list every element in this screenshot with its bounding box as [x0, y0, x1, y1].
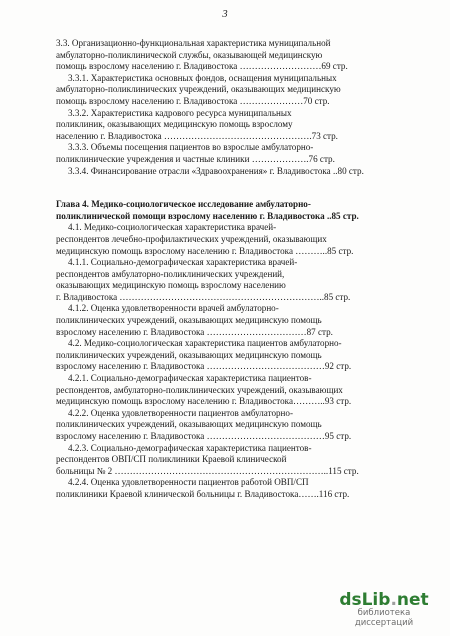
toc-entry-line: 4.2. Медико-социологическая характеристика пациентов амбулаторно- — [68, 338, 342, 349]
toc-entry-line: респондентов, амбулаторно-поликлинических учреждений, оказывающих — [56, 384, 343, 395]
toc-entry — [56, 303, 406, 338]
toc-entry-line: 4.2.3. Социально-демографическая характеристика пациентов- — [68, 442, 312, 453]
toc-entry-line: 4.1.1. Социально-демографическая характеристика врачей- — [68, 257, 298, 268]
toc-entry-line: 3.3.2. Характеристика кадрового ресурса муниципальных — [68, 107, 292, 118]
watermark-logo — [328, 590, 440, 610]
toc-entry — [56, 38, 406, 73]
toc-entry-line: поликлинической помощи взрослому населению г. Владивостока ..85 стр. — [56, 210, 359, 221]
toc-entry-line: 4.1.2. Оценка удовлетворенности врачей амбулаторно- — [68, 303, 279, 314]
toc-entry-line: 4.1. Медико-социологическая характеристика врачей- — [68, 222, 277, 233]
toc-entry — [56, 338, 406, 373]
watermark-tagline: библиотека диссертаций — [354, 608, 414, 628]
toc-entry-line: взрослому населению г. Владивостока …………………………………92 стр. — [56, 361, 352, 372]
toc-entry — [56, 222, 406, 257]
toc-entry-line: 3.3. Организационно-функциональная характеристика муниципальной — [56, 38, 331, 48]
toc-entry-line: помощь взрослому населению г. Владивостока …………………70 стр. — [56, 95, 330, 106]
page-number: 3 — [222, 9, 228, 20]
toc-entry-line: 4.2.1. Социально-демографическая характеристика пациентов- — [68, 373, 312, 384]
toc-entry-line: 3.3.4. Финансирование отрасли «Здравоохранения» г. Владивостока ..80 стр. — [68, 165, 364, 176]
toc-entry-line: больницы № 2 ……………………………………………………………..115 стр. — [56, 465, 359, 476]
toc-entry — [56, 73, 406, 108]
toc-entry — [56, 408, 406, 443]
toc-entry-line: поликлинических учреждений, оказывающих медицинскую помощь — [56, 419, 322, 430]
toc-entry-line: респондентов амбулаторно-поликлинических учреждений, — [56, 268, 285, 279]
toc-entry-line: взрослому населению г. Владивостока ……………………………87 стр. — [56, 326, 333, 337]
toc-entry-line: медицинскую помощь взрослому населению г. Владивостока………..93 стр. — [56, 396, 352, 407]
toc-entry-line: респондентов ОВП/СП поликлиники Краевой клинической — [56, 454, 287, 465]
toc-entry-line: 4.2.2. Оценка удовлетворенности пациентов амбулаторно- — [68, 407, 294, 418]
toc-entry — [56, 373, 406, 408]
toc-entry-line: 4.2.4. Оценка удовлетворенности пациентов работой ОВП/СП — [68, 477, 309, 488]
toc-entry-line: респондентов лечебно-профилактических учреждений, оказывающих — [56, 233, 327, 244]
toc-entry — [56, 166, 406, 178]
toc-entry-line: амбулаторно-поликлинических учреждений, оказывающих медицинскую — [56, 84, 341, 95]
toc-entry-line: поликлиники Краевой клинической больницы г. Владивостока…….116 стр. — [56, 488, 350, 499]
logo-tld: net — [396, 590, 429, 610]
toc-chapter-heading — [56, 199, 406, 222]
toc-entry-line: помощь взрослому населению г. Владивостока ………………………69 стр. — [56, 61, 348, 72]
toc-entry-line: амбулаторно-поликлинической службы, оказывающей медицинскую — [56, 49, 323, 60]
toc-entry-line: поликлинических учреждений, оказывающих медицинскую помощь — [56, 315, 322, 326]
toc-entry — [56, 142, 406, 165]
toc-entry-line: взрослому населению г. Владивостока …………………………………95 стр. — [56, 431, 352, 441]
toc-entry — [56, 257, 406, 303]
toc-entry — [56, 108, 406, 143]
toc-entry-line: медицинскую помощь взрослому населению г. Владивостока ………..85 стр. — [56, 245, 354, 256]
logo-main: dsLib — [339, 590, 391, 610]
toc-entry-line: 3.3.1. Характеристика основных фондов, оснащения муниципальных — [68, 72, 337, 83]
toc-entry-line: поликлинические учреждения и частные клиники ……………….76 стр. — [56, 153, 335, 164]
toc-entry-line: 3.3.3. Объемы посещения пациентов во взрослые амбулаторно- — [68, 142, 314, 153]
toc-entry-line: Глава 4. Медико-социологическое исследование амбулаторно- — [56, 199, 311, 210]
site-watermark — [328, 590, 440, 628]
toc-entry-line: г. Владивостока …………………………………………………………..85 стр. — [56, 291, 351, 302]
toc-entry-line: поликлинических учреждений, оказывающих медицинскую помощь — [56, 349, 322, 360]
toc-entry-line: поликлиник, оказывающих медицинскую помощь взрослому — [56, 119, 293, 130]
logo-dot: . — [390, 590, 397, 610]
table-of-contents — [56, 38, 406, 501]
toc-entry-line: населению г. Владивостока ………………………………………….73 стр. — [56, 130, 338, 141]
toc-entry — [56, 443, 406, 478]
toc-entry — [56, 477, 406, 500]
toc-entry-line: оказывающих медицинскую помощь взрослому населению — [56, 280, 286, 291]
